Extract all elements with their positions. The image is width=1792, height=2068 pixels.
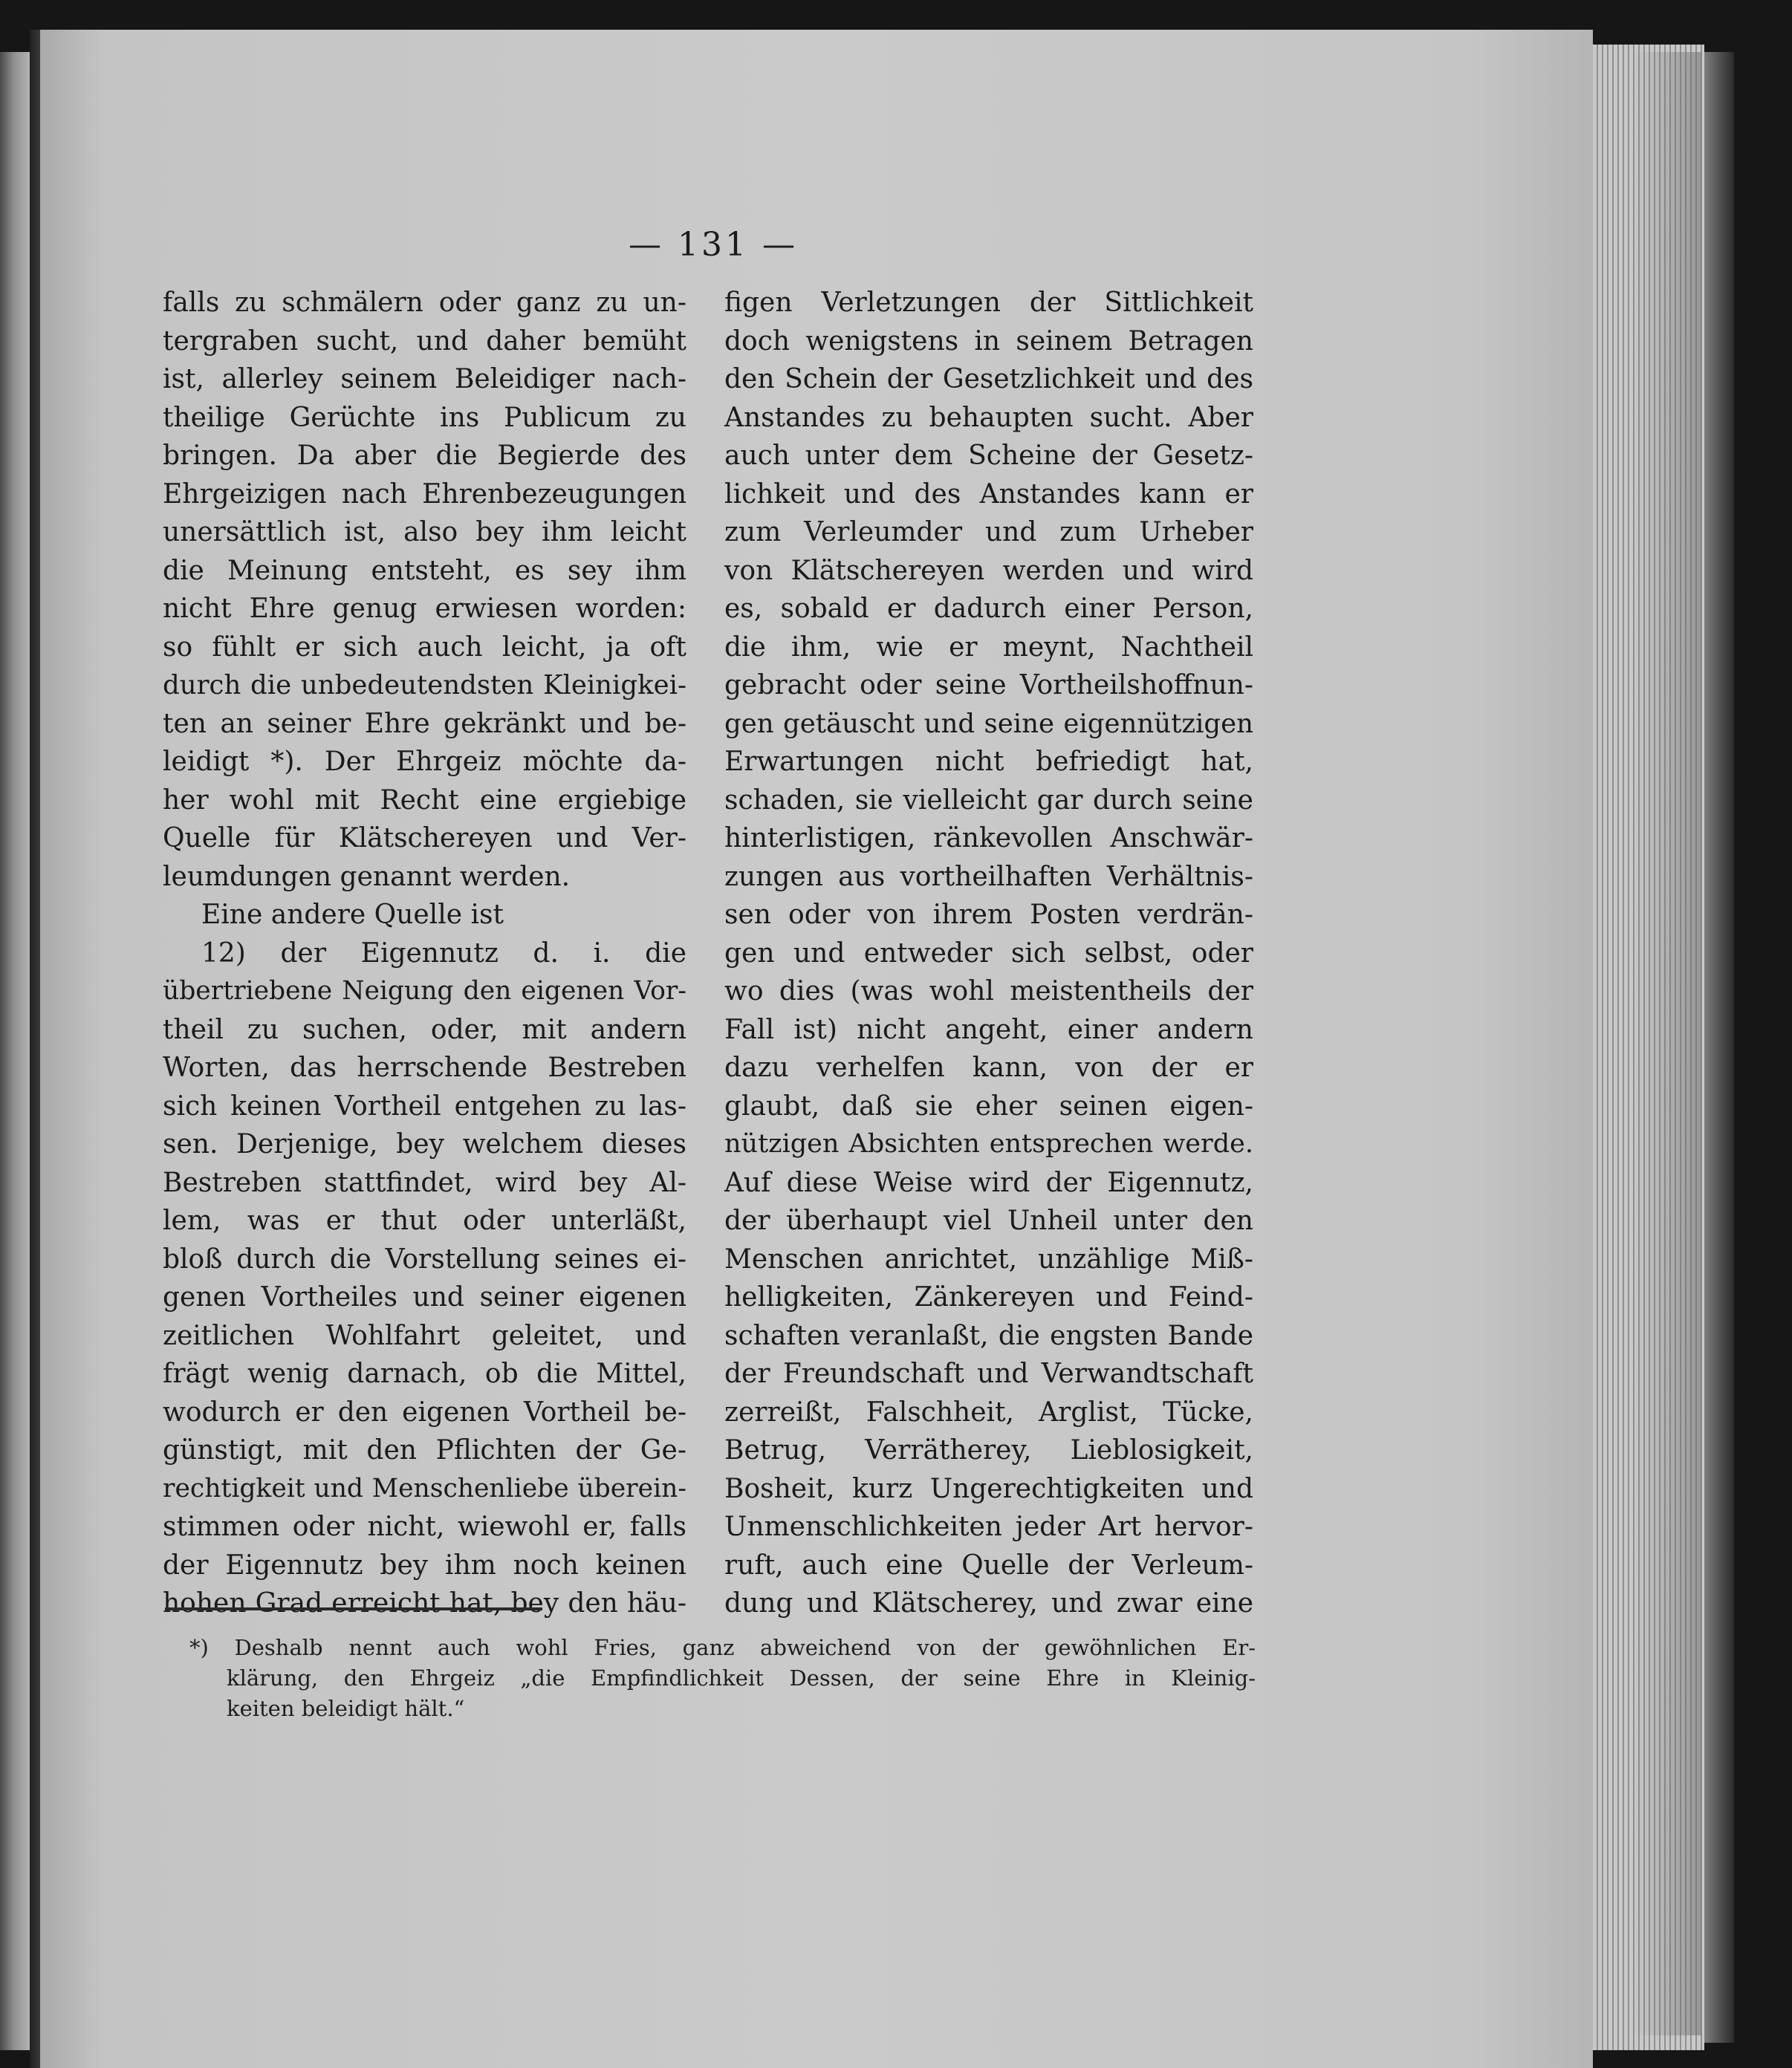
text-line: genen Vortheiles und seiner eigenen [163, 1282, 686, 1313]
text-line: Worten, das herrschende Bestreben [163, 1053, 686, 1083]
text-line: gen und entweder sich selbst, oder [724, 937, 1253, 969]
text-line: theilige Gerüchte ins Publicum zu [163, 402, 686, 433]
text-line: figen Verletzungen der Sittlichkeit [724, 287, 1253, 318]
page-number: — 131 — [629, 226, 798, 264]
text-line: zerreißt, Falschheit, Arglist, Tücke, [724, 1396, 1253, 1428]
book-gutter [30, 30, 40, 2068]
text-line: der überhaupt viel Unheil unter den [724, 1206, 1253, 1236]
text-line: nicht Ehre genug erwiesen worden: [163, 594, 686, 624]
text-line: ruft, auch eine Quelle der Verleum- [724, 1550, 1253, 1581]
footnote-line: keiten beleidigt hält.“ [227, 1696, 465, 1721]
text-line: lem, was er thut oder unterläßt, [163, 1206, 686, 1236]
text-line: schaden, sie vielleicht gar durch seine [724, 784, 1253, 816]
text-line: theil zu suchen, oder, mit andern [163, 1014, 686, 1045]
text-line: dung und Klätscherey, und zwar eine [724, 1588, 1253, 1619]
text-line: tergraben sucht, und daher bemüht [163, 325, 686, 357]
text-line: sen oder von ihrem Posten verdrän- [724, 900, 1253, 930]
text-line: hohen Grad erreicht hat, bey den häu- [163, 1588, 686, 1619]
text-line: den Schein der Gesetzlichkeit und des [724, 364, 1253, 394]
text-line: Bosheit, kurz Ungerechtigkeiten und [724, 1473, 1253, 1504]
footnote-line: klärung, den Ehrgeiz „die Empfindlichkeit Dessen, der seine Ehre in Kleinig- [227, 1665, 1256, 1691]
right-text-column [724, 284, 1253, 1623]
text-line: sich keinen Vortheil entgehen zu las- [163, 1090, 686, 1122]
text-line: lichkeit und des Anstandes kann er [724, 478, 1253, 510]
text-line: Menschen anrichtet, unzählige Miß- [724, 1243, 1253, 1275]
text-line: auch unter dem Scheine der Gesetz- [724, 440, 1253, 471]
text-line: übertriebene Neigung den eigenen Vor- [163, 976, 686, 1006]
footnote-rule [165, 1607, 542, 1610]
text-line: Bestreben stattfindet, wird bey Al- [163, 1167, 686, 1198]
text-line: gen getäuscht und seine eigennützigen [724, 708, 1253, 739]
text-line: Unmenschlichkeiten jeder Art hervor- [724, 1512, 1253, 1542]
text-line: frägt wenig darnach, ob die Mittel, [163, 1359, 686, 1389]
text-line: Betrug, Verrätherey, Lieblosigkeit, [724, 1435, 1253, 1466]
text-line: leidigt *). Der Ehrgeiz möchte da- [163, 747, 686, 777]
text-line: so fühlt er sich auch leicht, ja oft [163, 631, 686, 663]
text-line: günstigt, mit den Pflichten der Ge- [163, 1435, 686, 1466]
text-line: zum Verleumder und zum Urheber [724, 517, 1253, 547]
text-line: bloß durch die Vorstellung seines ei- [163, 1243, 686, 1275]
text-line: wodurch er den eigenen Vortheil be- [163, 1396, 686, 1428]
text-line: der Eigennutz bey ihm noch keinen [163, 1550, 686, 1581]
text-line: glaubt, daß sie eher seinen eigen- [724, 1090, 1253, 1122]
text-line: hinterlistigen, ränkevollen Anschwär- [724, 823, 1253, 853]
text-line: schaften veranlaßt, die engsten Bande [724, 1320, 1253, 1351]
text-line: wo dies (was wohl meistentheils der [724, 976, 1253, 1007]
text-line: 12) der Eigennutz d. i. die [201, 937, 686, 969]
text-line: Anstandes zu behaupten sucht. Aber [724, 402, 1253, 433]
text-line: die ihm, wie er meynt, Nachtheil [724, 631, 1253, 663]
previous-page-edge [0, 52, 30, 2050]
text-line: doch wenigstens in seinem Betragen [724, 325, 1253, 357]
text-line: unersättlich ist, also bey ihm leicht [163, 517, 686, 547]
text-line: Auf diese Weise wird der Eigennutz, [724, 1167, 1253, 1198]
text-line: bringen. Da aber die Begierde des [163, 440, 686, 471]
text-line: leumdungen genannt werden. [163, 861, 571, 892]
text-line: durch die unbedeutendsten Kleinigkei- [163, 670, 686, 700]
left-text-column [163, 284, 686, 1623]
text-line: falls zu schmälern oder ganz zu un- [163, 287, 686, 318]
text-line: zeitlichen Wohlfahrt geleitet, und [163, 1320, 686, 1351]
text-line: Ehrgeizigen nach Ehrenbezeugungen [163, 478, 686, 510]
footnote-line: *) Deshalb nennt auch wohl Fries, ganz abweichend von der gewöhnlichen Er- [189, 1635, 1256, 1660]
text-line: zungen aus vortheilhaften Verhältnis- [724, 861, 1253, 892]
text-line: Eine andere Quelle ist [201, 900, 504, 930]
footnote [189, 1633, 1256, 1724]
text-line: rechtigkeit und Menschenliebe überein- [163, 1473, 686, 1503]
text-line: von Klätschereyen werden und wird [724, 555, 1253, 586]
text-line: sen. Derjenige, bey welchem dieses [163, 1129, 686, 1160]
text-line: die Meinung entsteht, es sey ihm [163, 555, 686, 586]
text-line: dazu verhelfen kann, von der er [724, 1053, 1253, 1083]
text-line: ten an seiner Ehre gekränkt und be- [163, 708, 686, 739]
text-line: Fall ist) nicht angeht, einer andern [724, 1014, 1253, 1045]
text-line: Quelle für Klätschereyen und Ver- [163, 823, 686, 853]
text-line: ist, allerley seinem Beleidiger nach- [163, 364, 686, 394]
book-edge-shadow [1704, 52, 1734, 2043]
text-line: gebracht oder seine Vortheilshoffnun- [724, 670, 1253, 700]
text-line: stimmen oder nicht, wiewohl er, falls [163, 1512, 686, 1542]
text-line: der Freundschaft und Verwandtschaft [724, 1359, 1253, 1389]
cover-board-shadow [1634, 52, 1701, 2035]
text-line: her wohl mit Recht eine ergiebige [163, 784, 686, 816]
text-line: helligkeiten, Zänkereyen und Feind- [724, 1282, 1253, 1313]
text-line: Erwartungen nicht befriedigt hat, [724, 747, 1253, 777]
text-line: es, sobald er dadurch einer Person, [724, 594, 1253, 624]
text-line: nützigen Absichten entsprechen werde. [724, 1129, 1253, 1159]
